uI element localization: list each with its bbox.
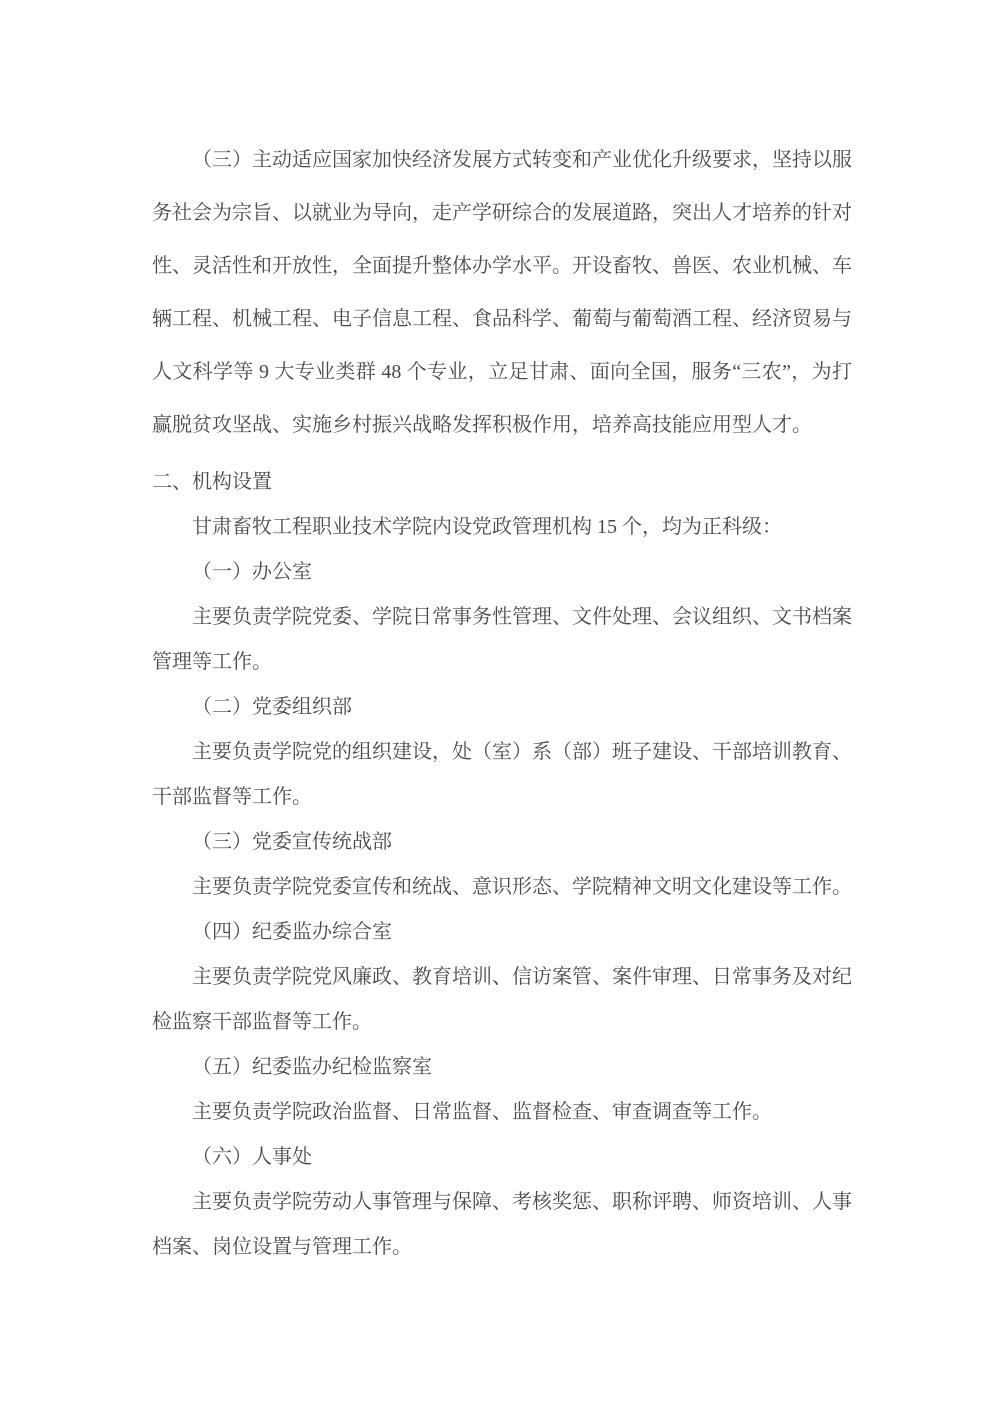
text-line: 人文科学等 9 大专业类群 48 个专业，立足甘肃、面向全国，服务“三农”，为打 bbox=[152, 361, 852, 383]
text-line: 档案、岗位设置与管理工作。 bbox=[152, 1236, 412, 1258]
document-body bbox=[152, 134, 852, 1270]
org-6-desc bbox=[152, 1180, 852, 1270]
org-1-desc bbox=[152, 595, 852, 685]
text-line: 甘肃畜牧工程职业技术学院内设党政管理机构 15 个，均为正科级： bbox=[192, 516, 782, 538]
text-line: 主要负责学院劳动人事管理与保障、考核奖惩、职称评聘、师资培训、人事 bbox=[192, 1191, 852, 1213]
text-line: 务社会为宗旨、以就业为导向，走产学研综合的发展道路，突出人才培养的针对 bbox=[152, 202, 852, 224]
text-line: （六）人事处 bbox=[192, 1146, 312, 1168]
org-1-title bbox=[152, 550, 852, 595]
org-5-title bbox=[152, 1045, 852, 1090]
text-line: 主要负责学院党委宣传和统战、意识形态、学院精神文明文化建设等工作。 bbox=[192, 876, 852, 898]
text-line: （一）办公室 bbox=[192, 561, 312, 583]
text-line: 辆工程、机械工程、电子信息工程、食品科学、葡萄与葡萄酒工程、经济贸易与 bbox=[152, 308, 852, 330]
text-line: 赢脱贫攻坚战、实施乡村振兴战略发挥积极作用，培养高技能应用型人才。 bbox=[152, 414, 812, 436]
text-line: （三）主动适应国家加快经济发展方式转变和产业优化升级要求，坚持以服 bbox=[192, 149, 852, 171]
text-line: 主要负责学院政治监督、日常监督、监督检查、审查调查等工作。 bbox=[192, 1101, 772, 1123]
org-6-title bbox=[152, 1135, 852, 1180]
text-line: 管理等工作。 bbox=[152, 651, 272, 673]
org-2-title bbox=[152, 685, 852, 730]
text-line: 主要负责学院党风廉政、教育培训、信访案管、案件审理、日常事务及对纪 bbox=[192, 966, 852, 988]
text-line: 检监察干部监督等工作。 bbox=[152, 1011, 372, 1033]
org-4-title bbox=[152, 910, 852, 955]
org-3-desc bbox=[152, 865, 852, 910]
section-2-intro bbox=[152, 505, 852, 550]
text-line: 主要负责学院党的组织建设，处（室）系（部）班子建设、干部培训教育、 bbox=[192, 741, 852, 763]
text-line: 性、灵活性和开放性，全面提升整体办学水平。开设畜牧、兽医、农业机械、车 bbox=[152, 255, 852, 277]
org-2-desc bbox=[152, 730, 852, 820]
text-line: （四）纪委监办综合室 bbox=[192, 921, 392, 943]
text-line: （二）党委组织部 bbox=[192, 696, 352, 718]
text-line: 二、机构设置 bbox=[152, 471, 272, 493]
org-4-desc bbox=[152, 955, 852, 1045]
text-line: 干部监督等工作。 bbox=[152, 786, 312, 808]
text-line: 主要负责学院党委、学院日常事务性管理、文件处理、会议组织、文书档案 bbox=[192, 606, 852, 628]
org-3-title bbox=[152, 820, 852, 865]
paragraph-item-3 bbox=[152, 134, 852, 452]
org-5-desc bbox=[152, 1090, 852, 1135]
section-heading-2 bbox=[152, 460, 852, 505]
text-line: （五）纪委监办纪检监察室 bbox=[192, 1056, 432, 1078]
text-line: （三）党委宣传统战部 bbox=[192, 831, 392, 853]
